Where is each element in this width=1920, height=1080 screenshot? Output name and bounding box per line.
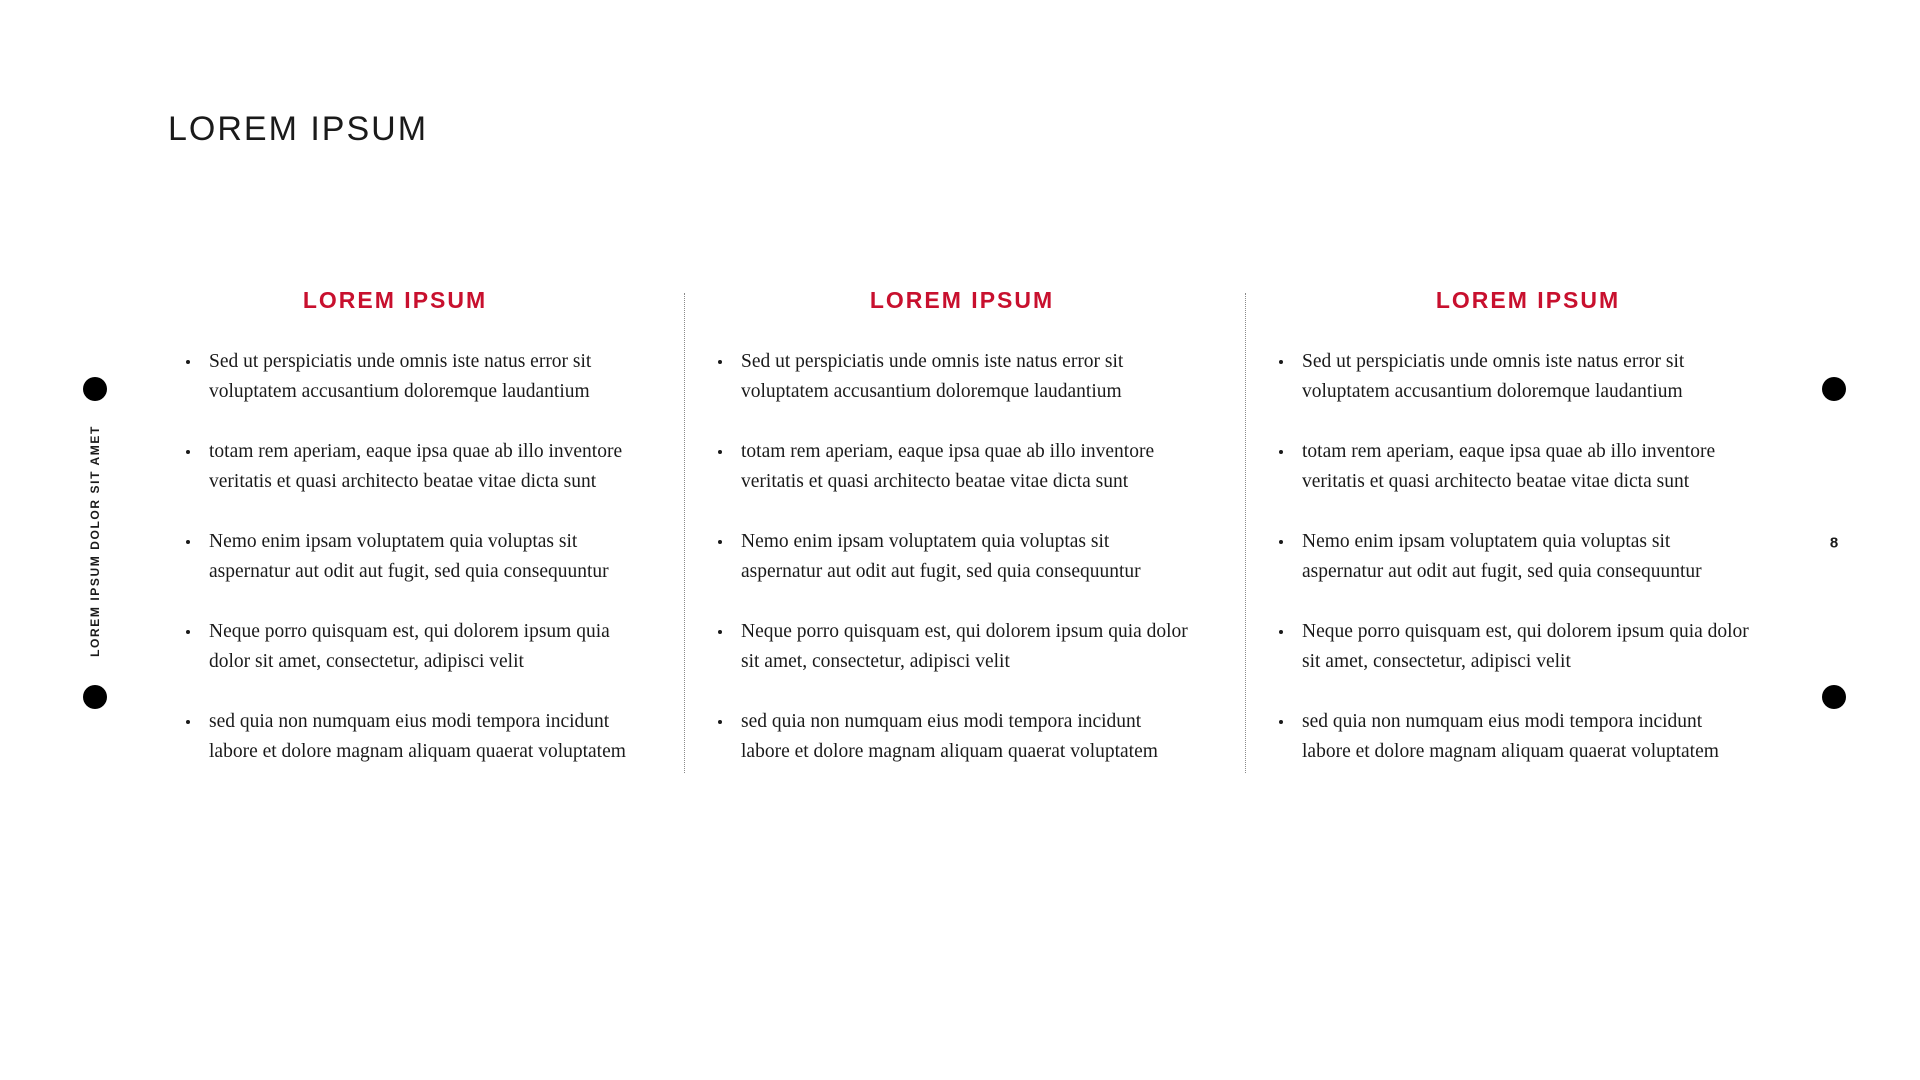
bullet-line: totam rem aperiam, eaque ipsa quae ab illo inventore <box>209 441 623 462</box>
bullet-line: totam rem aperiam, eaque ipsa quae ab illo inventore <box>741 441 1155 462</box>
bullet-line: sed quia non numquam eius modi tempora incidunt <box>741 711 1142 732</box>
bullet-item <box>180 347 670 407</box>
right-bottom-dot <box>1822 685 1846 709</box>
page-number: 8 <box>1829 534 1839 552</box>
column-divider-2 <box>1245 293 1246 773</box>
bullet-line: labore et dolore magnam aliquam quaerat voluptatem <box>741 741 1158 762</box>
bullet-list <box>180 347 670 767</box>
bullet-line: voluptatem accusantium doloremque laudantium <box>209 381 590 402</box>
bullet-item <box>180 527 670 587</box>
column-divider-1 <box>684 293 685 773</box>
bullet-item <box>180 617 670 677</box>
bullet-item <box>712 707 1232 767</box>
column-1 <box>180 283 670 797</box>
bullet-item <box>1273 527 1793 587</box>
bullet-line: aspernatur aut odit aut fugit, sed quia consequuntur <box>1302 561 1702 582</box>
bullet-item <box>1273 617 1793 677</box>
bullet-item <box>712 437 1232 497</box>
bullet-line: sed quia non numquam eius modi tempora incidunt <box>1302 711 1703 732</box>
bullet-line: labore et dolore magnam aliquam quaerat voluptatem <box>1302 741 1719 762</box>
bullet-item <box>1273 347 1793 407</box>
column-heading: LOREM IPSUM <box>1435 287 1621 313</box>
bullet-line: Nemo enim ipsam voluptatem quia voluptas sit <box>209 531 578 552</box>
bullet-item <box>712 617 1232 677</box>
right-top-dot <box>1822 377 1846 401</box>
bullet-item <box>1273 437 1793 497</box>
bullet-item <box>712 347 1232 407</box>
bullet-line: sed quia non numquam eius modi tempora incidunt <box>209 711 610 732</box>
bullet-line: veritatis et quasi architecto beatae vitae dicta sunt <box>741 471 1129 492</box>
bullet-line: Sed ut perspiciatis unde omnis iste natus error sit <box>1302 351 1685 372</box>
bullet-item <box>180 437 670 497</box>
left-bottom-dot <box>83 685 107 709</box>
bullet-list <box>712 347 1232 767</box>
column-3 <box>1273 283 1793 797</box>
bullet-list <box>1273 347 1793 767</box>
bullet-line: aspernatur aut odit aut fugit, sed quia consequuntur <box>209 561 609 582</box>
bullet-line: veritatis et quasi architecto beatae vitae dicta sunt <box>1302 471 1690 492</box>
column-2 <box>712 283 1232 797</box>
bullet-line: labore et dolore magnam aliquam quaerat voluptatem <box>209 741 626 762</box>
bullet-line: Sed ut perspiciatis unde omnis iste natus error sit <box>209 351 592 372</box>
side-label: LOREM IPSUM DOLOR SIT AMET <box>88 425 102 657</box>
bullet-line: Sed ut perspiciatis unde omnis iste natus error sit <box>741 351 1124 372</box>
bullet-line: Nemo enim ipsam voluptatem quia voluptas sit <box>1302 531 1671 552</box>
left-top-dot <box>83 377 107 401</box>
bullet-line: dolor sit amet, consectetur, adipisci velit <box>209 651 524 672</box>
bullet-item <box>712 527 1232 587</box>
bullet-line: voluptatem accusantium doloremque laudantium <box>741 381 1122 402</box>
bullet-line: aspernatur aut odit aut fugit, sed quia consequuntur <box>741 561 1141 582</box>
bullet-line: sit amet, consectetur, adipisci velit <box>1302 651 1571 672</box>
bullet-line: Neque porro quisquam est, qui dolorem ipsum quia dolor <box>1302 621 1749 642</box>
bullet-line: sit amet, consectetur, adipisci velit <box>741 651 1010 672</box>
bullet-line: voluptatem accusantium doloremque laudantium <box>1302 381 1683 402</box>
bullet-item <box>180 707 670 767</box>
bullet-line: Nemo enim ipsam voluptatem quia voluptas sit <box>741 531 1110 552</box>
bullet-line: veritatis et quasi architecto beatae vitae dicta sunt <box>209 471 597 492</box>
page-title: LOREM IPSUM <box>168 110 429 148</box>
bullet-line: Neque porro quisquam est, qui dolorem ipsum quia dolor <box>741 621 1188 642</box>
bullet-line: Neque porro quisquam est, qui dolorem ipsum quia <box>209 621 610 642</box>
column-heading: LOREM IPSUM <box>869 287 1055 313</box>
bullet-item <box>1273 707 1793 767</box>
column-heading: LOREM IPSUM <box>302 287 488 313</box>
bullet-line: totam rem aperiam, eaque ipsa quae ab illo inventore <box>1302 441 1716 462</box>
